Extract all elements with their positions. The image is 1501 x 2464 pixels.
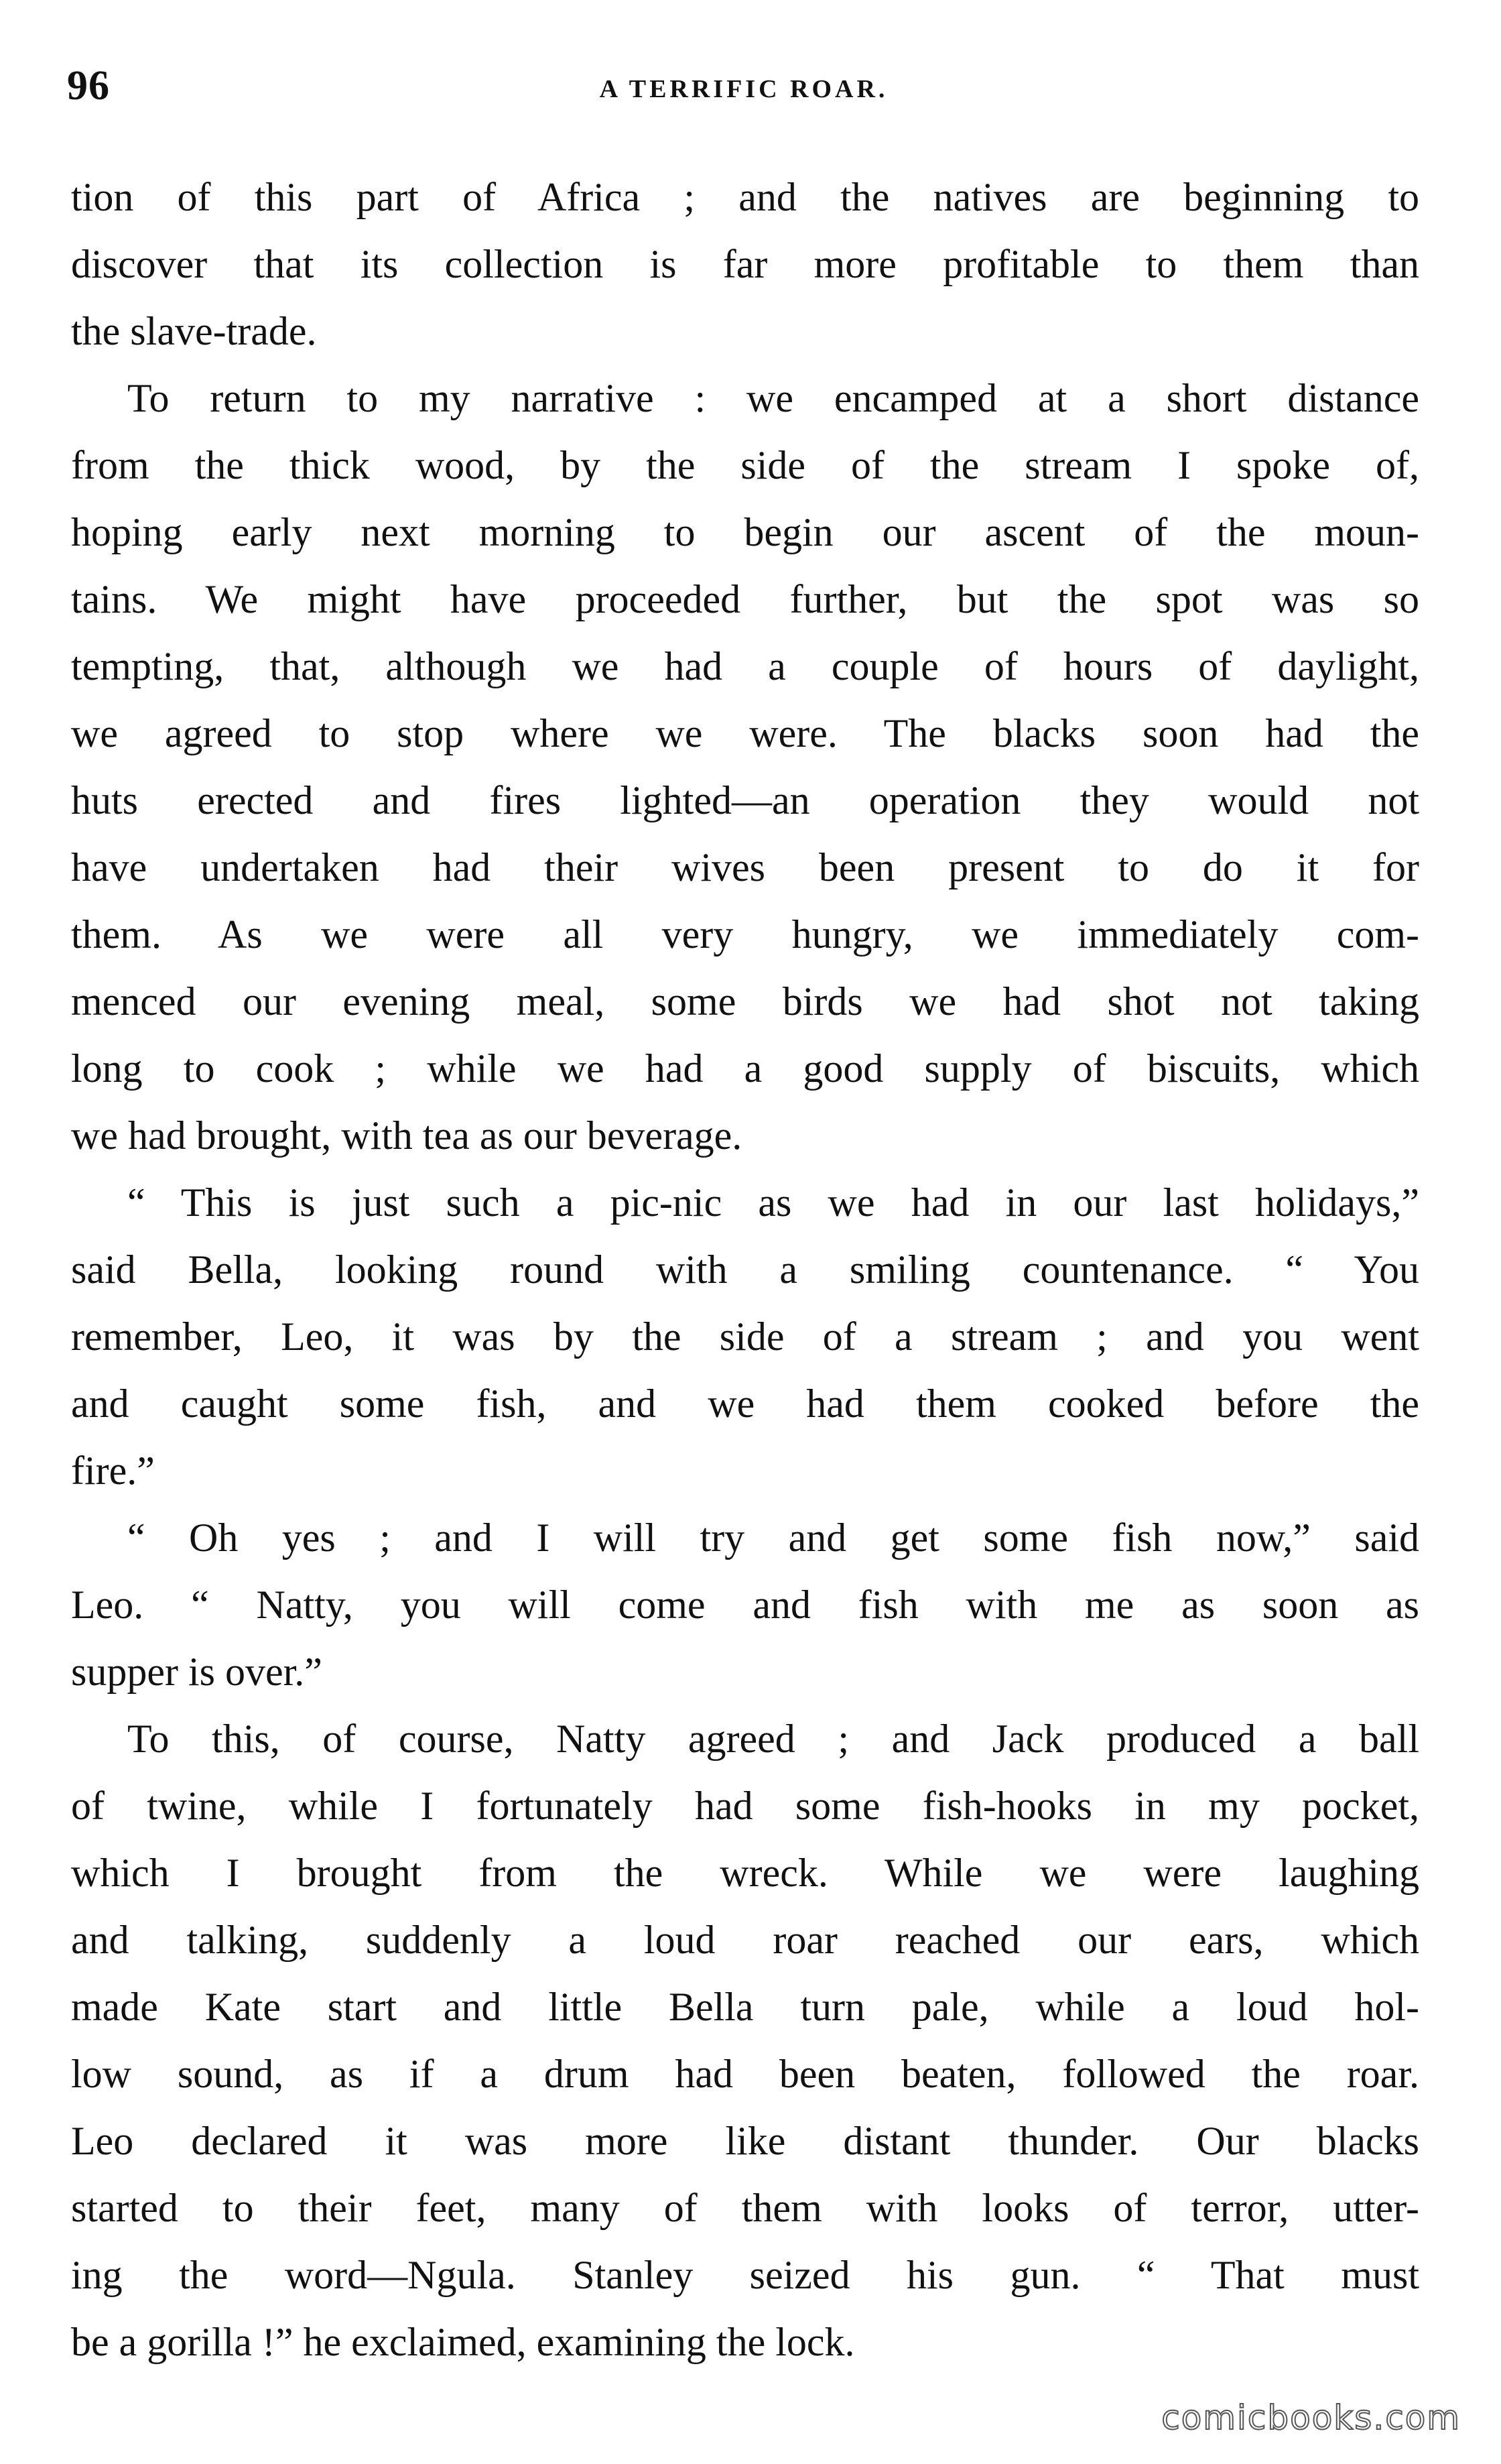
text-line: of twine, while I fortunately had some fish-hooks in my pocket, <box>71 1784 1419 1828</box>
text-line: “ Oh yes ; and I will try and get some fish now,” said <box>127 1516 1419 1560</box>
text-line: Leo. “ Natty, you will come and fish with me as soon as <box>71 1583 1419 1627</box>
text-line: tempting, that, although we had a couple of hours of daylight, <box>71 644 1419 688</box>
paragraph <box>71 164 1419 365</box>
text-line: Leo declared it was more like distant thunder. Our blacks <box>71 2119 1419 2163</box>
text-line: started to their feet, many of them with looks of terror, utter- <box>71 2186 1419 2230</box>
text-line: long to cook ; while we had a good supply of biscuits, which <box>71 1046 1419 1091</box>
running-title: A TERRIFIC ROAR. <box>599 75 889 103</box>
text-line: huts erected and fires lighted—an operation they would not <box>71 778 1419 822</box>
text-line: we agreed to stop where we were. The blacks soon had the <box>71 711 1419 755</box>
paragraph <box>71 365 1419 1169</box>
paragraph <box>71 1504 1419 1705</box>
text-line: the slave-trade. <box>71 309 317 353</box>
text-line: them. As we were all very hungry, we immediately com- <box>71 912 1419 957</box>
watermark: comicbooks.com <box>1161 2398 1461 2437</box>
paragraph <box>71 1169 1419 1504</box>
text-line: have undertaken had their wives been present to do it for <box>71 845 1419 889</box>
text-line: be a gorilla !” he exclaimed, examining the lock. <box>71 2320 855 2364</box>
text-line: To return to my narrative : we encamped at a short distance <box>127 376 1419 420</box>
text-line: hoping early next morning to begin our ascent of the moun- <box>71 510 1419 554</box>
text-line: discover that its collection is far more profitable to them than <box>71 242 1419 286</box>
text-line: made Kate start and little Bella turn pale, while a loud hol- <box>71 1985 1419 2029</box>
text-line: remember, Leo, it was by the side of a stream ; and you went <box>71 1314 1419 1359</box>
text-line: and talking, suddenly a loud roar reached our ears, which <box>71 1918 1419 1962</box>
text-line: said Bella, looking round with a smiling countenance. “ You <box>71 1247 1419 1292</box>
text-line: tion of this part of Africa ; and the natives are beginning to <box>71 175 1419 219</box>
page-number: 96 <box>67 63 110 109</box>
paragraph <box>71 1705 1419 2376</box>
text-line: “ This is just such a pic-nic as we had in our last holidays,” <box>127 1180 1419 1225</box>
text-line: fire.” <box>71 1449 155 1493</box>
text-line: tains. We might have proceeded further, but the spot was so <box>71 577 1419 621</box>
page-header <box>67 59 1421 113</box>
body-text <box>71 164 1419 2376</box>
text-line: which I brought from the wreck. While we were laughing <box>71 1851 1419 1895</box>
text-line: To this, of course, Natty agreed ; and Jack produced a ball <box>127 1717 1419 1761</box>
text-line: ing the word—Ngula. Stanley seized his gun. “ That must <box>71 2253 1419 2297</box>
text-line: from the thick wood, by the side of the stream I spoke of, <box>71 443 1419 487</box>
text-line: supper is over.” <box>71 1650 322 1694</box>
text-line: menced our evening meal, some birds we had shot not taking <box>71 979 1419 1024</box>
text-line: we had brought, with tea as our beverage. <box>71 1113 742 1158</box>
text-line: and caught some fish, and we had them cooked before the <box>71 1381 1419 1426</box>
text-line: low sound, as if a drum had been beaten, followed the roar. <box>71 2052 1419 2096</box>
